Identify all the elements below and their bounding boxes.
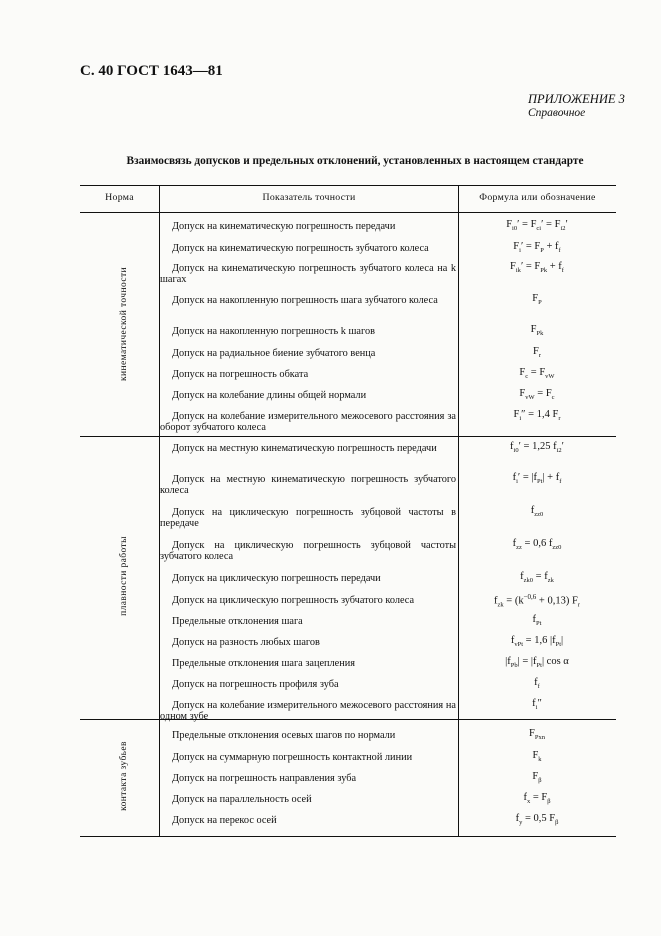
page-header: С. 40 ГОСТ 1643—81 <box>80 63 223 79</box>
formula-cell: $f_{zz0}$ <box>530 505 544 519</box>
indicator-cell: Допуск на накопленную погрешность шага зубчатого колеса <box>172 295 438 306</box>
indicator-cell: Допуск на колебание длины общей нормали <box>172 390 367 401</box>
indicator-cell: Предельные отклонения шага зацепления <box>172 658 356 669</box>
formula-cell: $F_{vW} = F_c$ <box>519 388 555 402</box>
formula-cell: $F_P$ <box>532 293 542 307</box>
indicator-cell: Допуск на циклическую погрешность зубцовой частоты зубчатого колеса <box>160 540 456 562</box>
formula-cell: $f_{zk} = (k^{-0,6} + 0,13)$ $F_r$ <box>494 593 580 609</box>
indicator-cell: Допуск на перекос осей <box>172 815 277 826</box>
indicator-cell: Предельные отклонения осевых шагов по нормали <box>172 730 396 741</box>
formula-cell: $F_c = F_{vW}$ <box>519 367 555 381</box>
formula-cell: $f_i''$ <box>532 698 542 712</box>
formula-cell: $F_{Pxn}$ <box>529 728 545 742</box>
indicator-cell: Допуск на разность любых шагов <box>172 637 320 648</box>
formula-cell: $F_i' = F_P + f_f$ <box>513 241 561 255</box>
indicator-cell: Допуск на погрешность обката <box>172 369 309 380</box>
indicator-cell: Допуск на суммарную погрешность контактной линии <box>172 752 413 763</box>
indicator-cell: Допуск на колебание измерительного межосевого расстояния на одном зубе <box>160 700 456 722</box>
formula-cell: $F_{Pk}$ <box>530 324 544 338</box>
formula-cell: $f_y = 0,5$ $F_\beta$ <box>515 813 559 827</box>
formula-cell: $f_{zz} = 0,6$ $f_{zz0}$ <box>512 538 562 552</box>
formula-cell: $f_{Pt}$ <box>532 614 542 628</box>
indicator-cell: Предельные отклонения шага <box>172 616 303 627</box>
header-bottom-rule <box>80 212 616 213</box>
formula-cell: $f_i' = |f_{Pt}| + f_f$ <box>512 472 562 486</box>
indicator-cell: Допуск на колебание измерительного межосевого расстояния за оборот зубчатого колеса <box>160 411 456 433</box>
indicator-cell: Допуск на местную кинематическую погрешность зубчатого колеса <box>160 474 456 496</box>
table-title: Взаимосвязь допусков и предельных отклонений, установленных в настоящем стандарте <box>126 155 584 167</box>
formula-cell: $f_{zk0} = f_{zk}$ <box>520 571 554 585</box>
appendix-label <box>528 93 625 119</box>
formula-cell: $F_\beta$ <box>532 771 542 785</box>
formula-cell: $F_i'' = 1,4$ $F_r$ <box>513 409 561 423</box>
norm-label: контакта зубьев <box>119 741 129 811</box>
indicator-cell: Допуск на циклическую погрешность передачи <box>172 573 381 584</box>
column-header-formula: Формула или обозначение <box>479 192 596 203</box>
norm-label: плавности работы <box>119 536 129 616</box>
column-header-norm: Норма <box>105 192 134 203</box>
indicator-cell: Допуск на погрешность профиля зуба <box>172 679 339 690</box>
indicator-cell: Допуск на кинематическую погрешность зубчатого колеса <box>172 243 429 254</box>
formula-cell: $f_{vPt} = 1,6$ $|f_{Pt}|$ <box>510 635 564 649</box>
formula-cell: $F_{ik}' = F_{Pk} + f_f$ <box>510 261 564 275</box>
appendix-title: ПРИЛОЖЕНИЕ 3 <box>528 92 625 106</box>
table-bottom-rule <box>80 836 616 837</box>
appendix-subtitle: Справочное <box>528 106 586 119</box>
indicator-cell: Допуск на параллельность осей <box>172 794 312 805</box>
indicator-cell: Допуск на циклическую погрешность зубчатого колеса <box>172 595 415 606</box>
formula-cell: $F_r$ <box>532 346 541 360</box>
indicator-cell: Допуск на циклическую погрешность зубцовой частоты в передаче <box>160 507 456 529</box>
indicator-cell: Допуск на кинематическую погрешность передачи <box>172 221 396 232</box>
indicator-cell: Допуск на погрешность направления зуба <box>172 773 357 784</box>
formula-cell: $f_{i0}' = 1,25$ $f_{i2}'$ <box>510 441 564 455</box>
indicator-cell: Допуск на местную кинематическую погрешность передачи <box>172 443 437 454</box>
formula-cell: $f_x = F_\beta$ <box>523 792 551 806</box>
indicator-cell: Допуск на накопленную погрешность k шагов <box>172 326 375 337</box>
group-divider-rule <box>80 436 616 437</box>
indicator-cell: Допуск на кинематическую погрешность зубчатого колеса на k шагах <box>160 263 456 285</box>
formula-cell: $|f_{Pb}| = |f_{Pt}|$ cos α <box>505 656 569 670</box>
indicator-cell: Допуск на радиальное биение зубчатого венца <box>172 348 376 359</box>
formula-cell: $F_k$ <box>532 750 542 764</box>
formula-cell: $f_f$ <box>534 677 540 691</box>
formula-cell: $F_{i0}' = F_{ci}' = F_{i2}'$ <box>506 219 568 233</box>
column-header-indicator: Показатель точности <box>262 192 356 203</box>
norm-label: кинематической точности <box>119 267 129 381</box>
table-top-rule <box>80 185 616 186</box>
